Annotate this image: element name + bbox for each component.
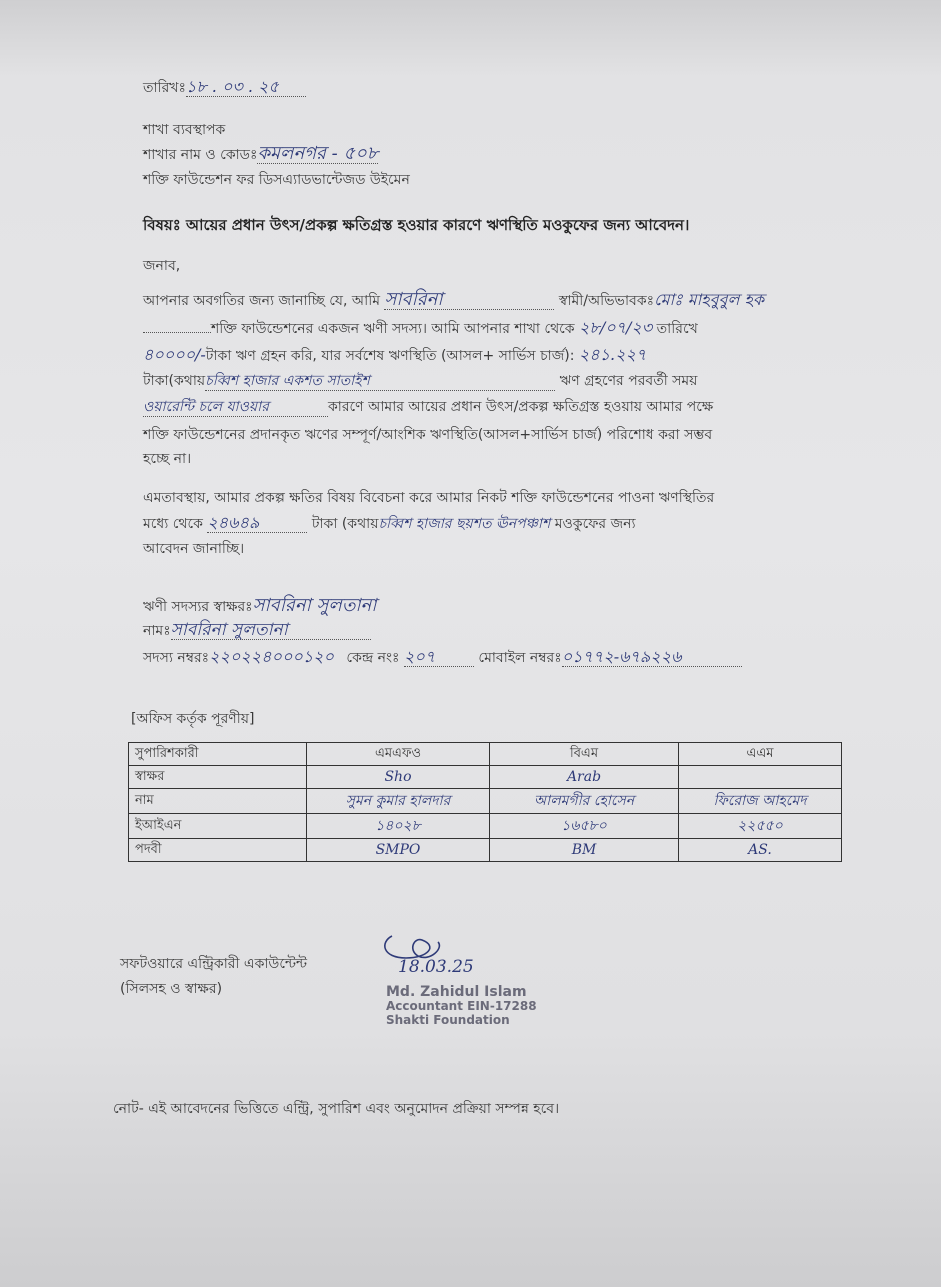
member-name-label: নামঃ bbox=[143, 623, 171, 639]
body-text-5b: কারণে আমার আয়ের প্রধান উৎস/প্রকল্প ক্ষতিগ্রস্ত হওয়ায় আমার পক্ষে bbox=[328, 399, 714, 415]
para2-line-2 bbox=[143, 514, 636, 533]
accountant-sublabel: (সিলসহ ও স্বাক্ষর) bbox=[120, 981, 223, 997]
organization-name: শক্তি ফাউন্ডেশন ফর ডিসএ্যাডভান্টেজড উইমেন bbox=[143, 172, 410, 188]
member-number-value: ২২০২২৪০০০১২০ bbox=[209, 647, 334, 666]
body-text-3a: টাকা ঋণ গ্রহন করি, যার সর্বশেষ ঋণস্থিতি (আসল+ সার্ভিস চার্জ): bbox=[205, 348, 575, 364]
body-line-4 bbox=[143, 372, 697, 391]
date-value: ১৮ . ০৩ . ২৫ bbox=[186, 78, 306, 97]
body-text-2a: শক্তি ফাউন্ডেশনের একজন ঋণী সদস্য। আমি আপনার শাখা থেকে bbox=[211, 321, 575, 337]
para2-text-2c: মওকুফের জন্য bbox=[554, 516, 636, 532]
table-cell: ফিরোজ আহমেদ bbox=[679, 789, 842, 814]
table-cell bbox=[679, 766, 842, 789]
member-name-value: সাবরিনা সুলতানা bbox=[171, 621, 371, 640]
mobile-number-value: ০১৭৭২-৬৭৯২২৬ bbox=[562, 648, 742, 667]
member-name-handwritten: সাবরিনা bbox=[384, 291, 554, 310]
table-cell: AS. bbox=[679, 839, 842, 862]
table-header-cell: এএম bbox=[679, 743, 842, 766]
table-cell: Arab bbox=[490, 766, 679, 789]
waiver-words-handwritten: চব্বিশ হাজার ছয়শত ঊনপঞ্চাশ bbox=[378, 516, 551, 532]
branch-name-label: শাখার নাম ও কোডঃ bbox=[143, 147, 258, 163]
para2-line-3: আবেদন জানাচ্ছি। bbox=[143, 541, 245, 557]
table-cell: BM bbox=[490, 839, 679, 862]
body-line-6: শক্তি ফাউন্ডেশনের প্রদানকৃত ঋণের সম্পূর্ণ/আংশিক ঋণস্থিতি(আসল+সার্ভিস চার্জ) পরিশোধ করা সম্ভব bbox=[143, 427, 713, 443]
loan-date-handwritten: ২৮/০৭/২৩ bbox=[579, 318, 653, 337]
branch-name-value: কমলনগর - ৫০৮ bbox=[257, 143, 379, 164]
body-line-3 bbox=[143, 346, 646, 365]
table-cell: ১৪০২৮ bbox=[307, 814, 490, 839]
table-cell: Sho bbox=[307, 766, 490, 789]
table-row bbox=[129, 814, 842, 839]
body-text-1b: স্বামী/অভিভাবকঃ bbox=[558, 293, 655, 309]
mobile-number-label: মোবাইল নম্বরঃ bbox=[478, 650, 562, 666]
body-line-7: হচ্ছে না। bbox=[143, 451, 192, 467]
branch-name-line bbox=[143, 145, 378, 164]
center-number-value: ২০৭ bbox=[404, 648, 474, 667]
table-cell: সুমন কুমার হালদার bbox=[307, 789, 490, 814]
body-line-1 bbox=[143, 291, 764, 310]
table-cell: আলমগীর হোসেন bbox=[490, 789, 679, 814]
date-line bbox=[143, 78, 306, 97]
blank-dots bbox=[143, 332, 211, 333]
body-line-5 bbox=[143, 398, 713, 417]
table-cell: SMPO bbox=[307, 839, 490, 862]
body-text-1a: আপনার অবগতির জন্য জানাচ্ছি যে, আমি bbox=[143, 293, 381, 309]
table-row-label: নাম bbox=[129, 789, 307, 814]
member-number-label: সদস্য নম্বরঃ bbox=[143, 650, 210, 666]
table-header-cell: এমএফও bbox=[307, 743, 490, 766]
reason-handwritten: ওয়ারেন্টি চলে যাওয়ার bbox=[143, 398, 328, 417]
accountant-stamp bbox=[386, 985, 537, 1027]
loan-amount-handwritten: ৪০০০০/- bbox=[143, 345, 206, 364]
table-row-label: পদবী bbox=[129, 839, 307, 862]
stamp-name: Md. Zahidul Islam bbox=[386, 984, 527, 1000]
para2-text-2b: টাকা (কথায় bbox=[311, 516, 379, 532]
footer-note: নোট- এই আবেদনের ভিত্তিতে এন্ট্রি, সুপারিশ এবং অনুমোদন প্রক্রিয়া সম্পন্ন হবে। bbox=[113, 1101, 560, 1117]
member-name-line bbox=[143, 621, 371, 640]
balance-words-handwritten: চব্বিশ হাজার একশত সাতাইশ bbox=[205, 372, 555, 391]
member-number-line bbox=[143, 648, 742, 667]
table-row-label: ইআইএন bbox=[129, 814, 307, 839]
office-use-note: [অফিস কর্তৃক পূরণীয়] bbox=[131, 711, 255, 727]
recommendation-table bbox=[128, 742, 842, 862]
stamp-org: Shakti Foundation bbox=[386, 1013, 510, 1027]
member-signature-label: ঋণী সদস্যর স্বাক্ষরঃ bbox=[143, 599, 253, 615]
balance-handwritten: ২৪১.২২৭ bbox=[578, 345, 647, 364]
table-cell: ১৬৫৮০ bbox=[490, 814, 679, 839]
body-text-2b: তারিখে bbox=[656, 321, 698, 337]
table-row bbox=[129, 766, 842, 789]
guardian-name-handwritten: মোঃ মাহবুবুল হক bbox=[654, 290, 765, 309]
date-label: তারিখঃ bbox=[143, 80, 186, 96]
para2-text-2a: মধ্যে থেকে bbox=[143, 516, 203, 532]
subject-line: বিষয়ঃ আয়ের প্রধান উৎস/প্রকল্প ক্ষতিগ্রস্ত হওয়ার কারণে ঋণস্থিতি মওকুফের জন্য আবেদন। bbox=[143, 216, 690, 234]
salutation: জনাব, bbox=[143, 258, 181, 274]
para2-line-1: এমতাবস্থায়, আমার প্রকল্প ক্ষতির বিষয় বিবেচনা করে আমার নিকট শক্তি ফাউন্ডেশনের পাওনা ঋণস্থিতির bbox=[143, 490, 715, 506]
table-header-row bbox=[129, 743, 842, 766]
stamp-title: Accountant EIN-17288 bbox=[386, 999, 537, 1013]
body-text-4a: টাকা(কথায় bbox=[143, 373, 206, 389]
branch-manager: শাখা ব্যবস্থাপক bbox=[143, 122, 226, 138]
table-cell: ২২৫৫০ bbox=[679, 814, 842, 839]
member-signature: সাবরিনা সুলতানা bbox=[252, 595, 377, 616]
accountant-sign-date: 18.03.25 bbox=[398, 957, 474, 977]
member-signature-line bbox=[143, 597, 377, 616]
table-header-cell: সুপারিশকারী bbox=[129, 743, 307, 766]
table-row-label: স্বাক্ষর bbox=[129, 766, 307, 789]
center-number-label: কেন্দ্র নংঃ bbox=[346, 650, 400, 666]
body-text-4b: ঋণ গ্রহণের পরবর্তী সময় bbox=[559, 373, 698, 389]
body-line-2 bbox=[143, 319, 698, 338]
table-row bbox=[129, 789, 842, 814]
waiver-amount-handwritten: ২৪৬৪৯ bbox=[207, 514, 307, 533]
accountant-label: সফটওয়ারে এন্ট্রিকারী একাউন্টেন্ট bbox=[120, 956, 307, 972]
table-row bbox=[129, 839, 842, 862]
table-header-cell: বিএম bbox=[490, 743, 679, 766]
